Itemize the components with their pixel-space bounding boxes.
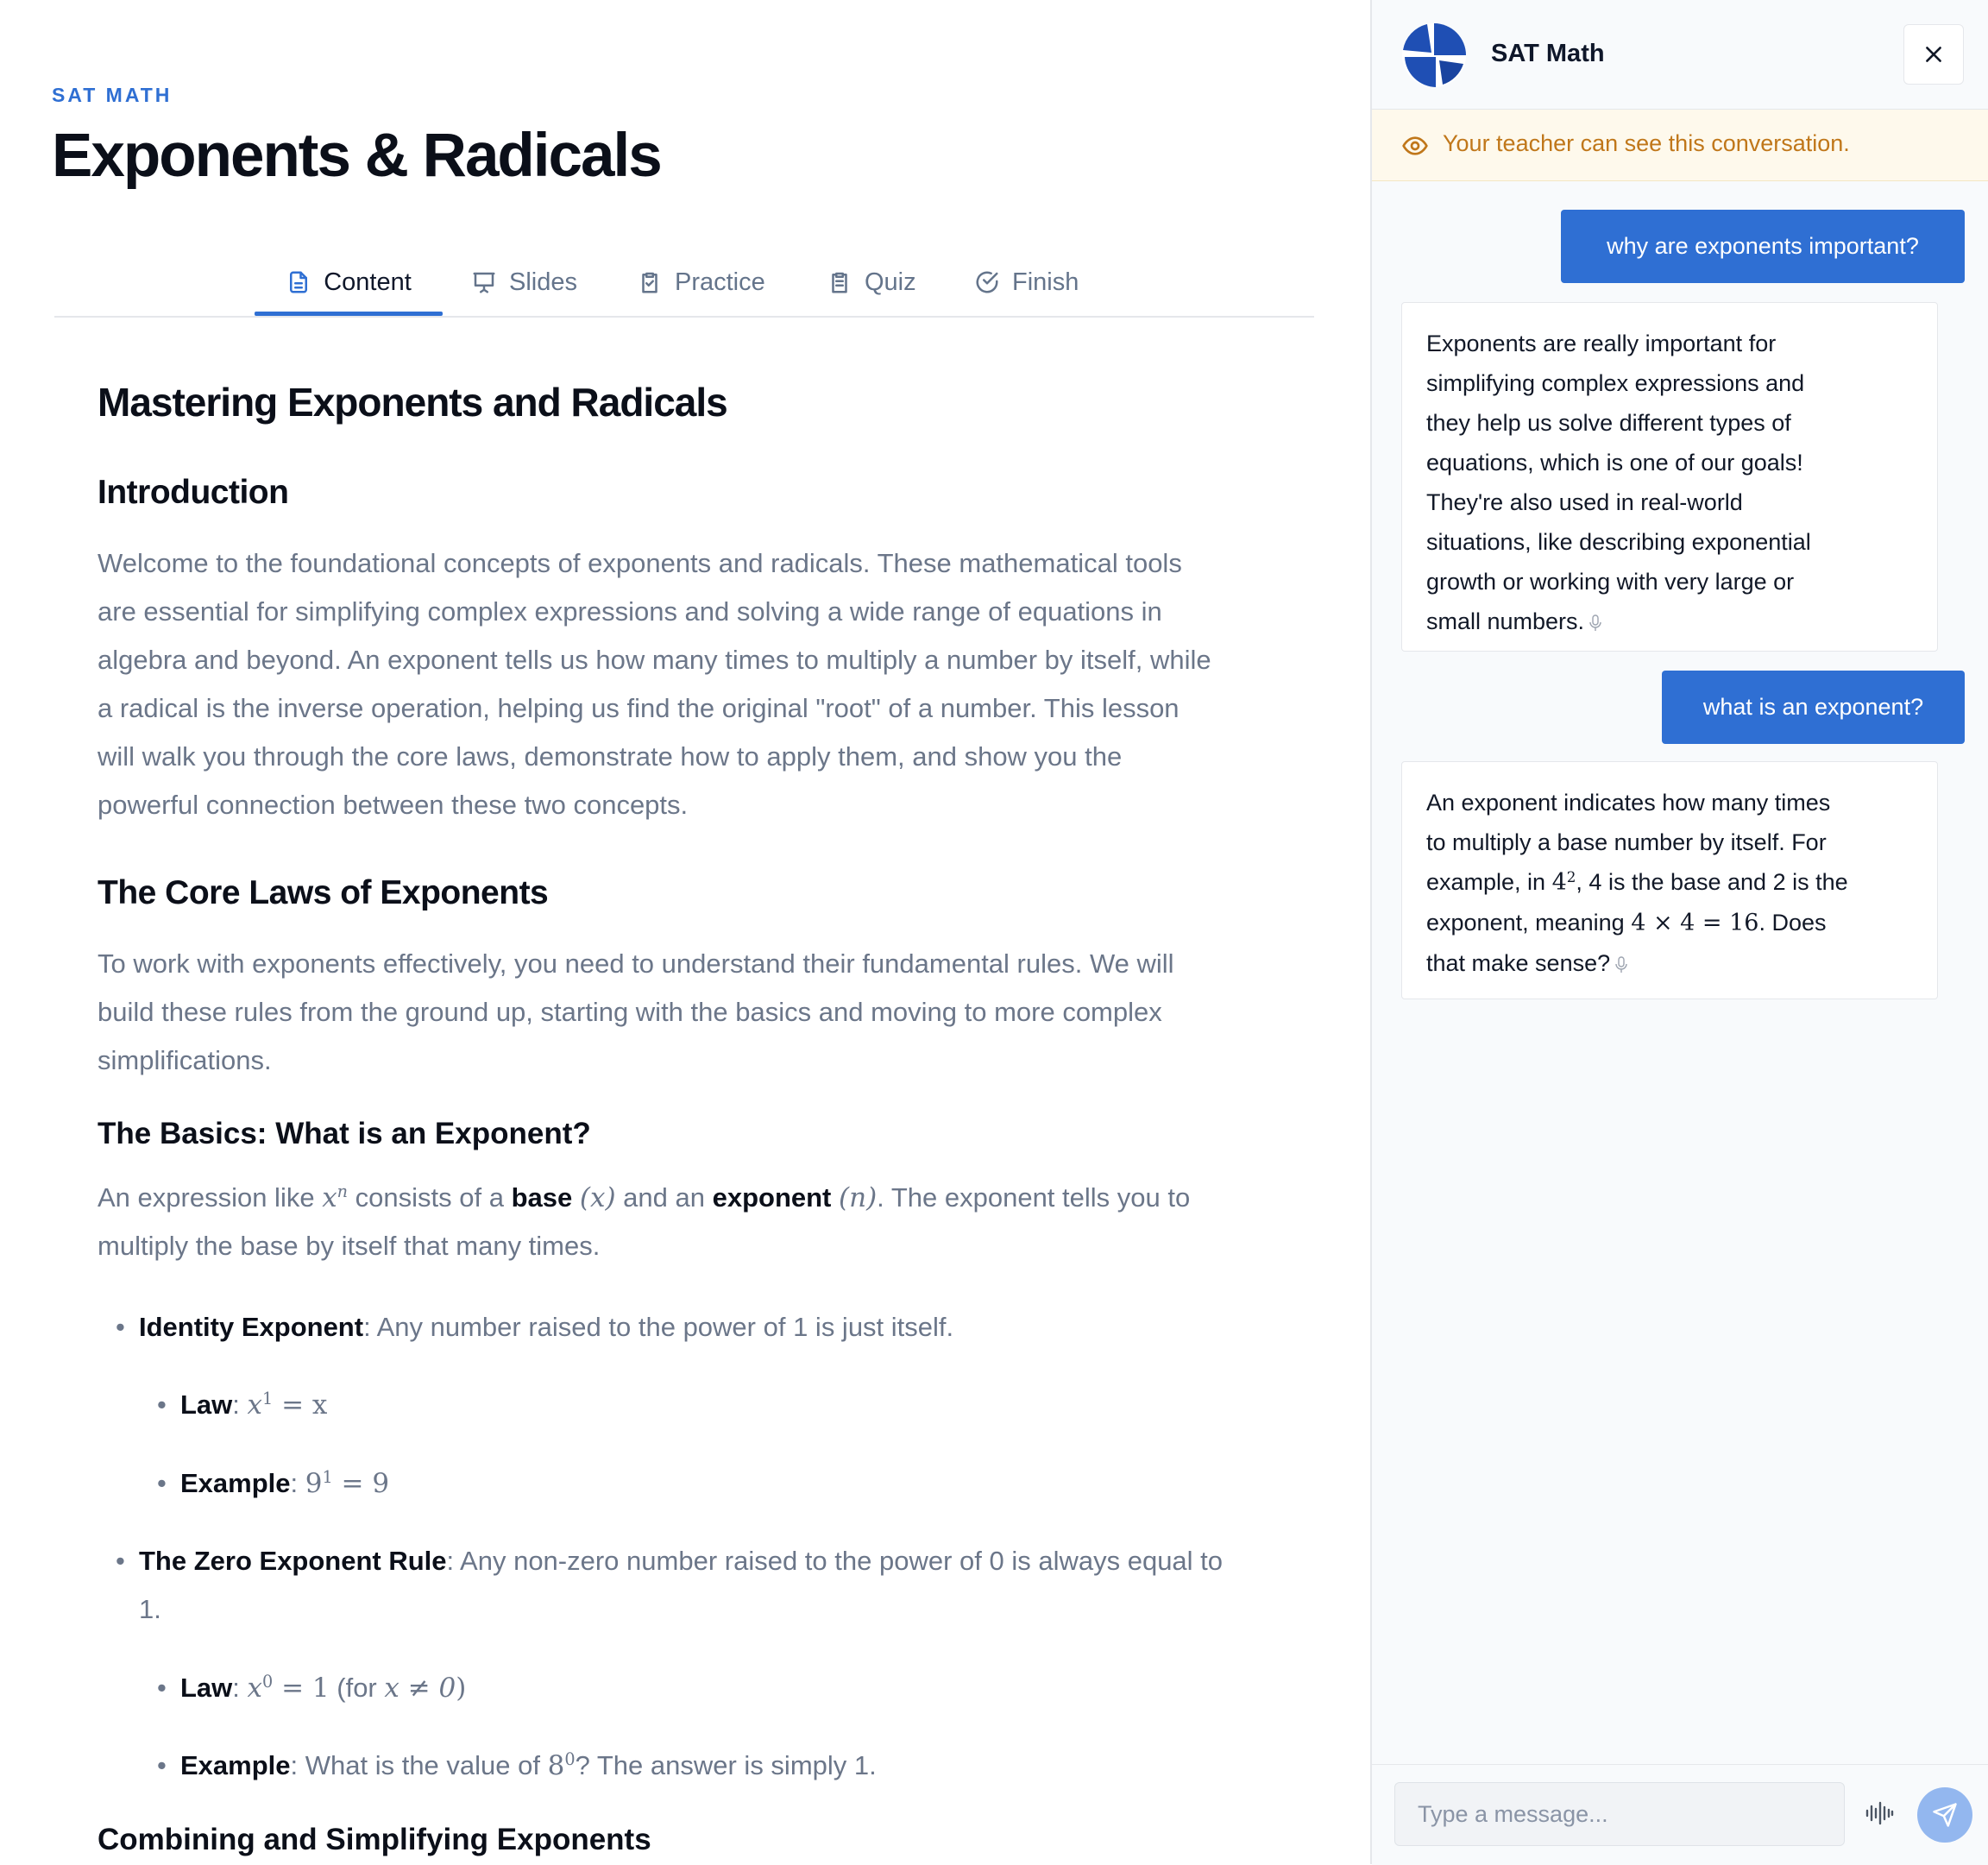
teacher-visibility-notice	[1372, 110, 1988, 181]
message-text: why are exponents important?	[1607, 233, 1919, 259]
rule-desc-end: 1.	[139, 1594, 161, 1624]
text: example, in	[1426, 869, 1552, 895]
message-line: An exponent indicates how many times	[1426, 790, 1831, 816]
message-line	[1426, 862, 1913, 903]
text: , 4 is the base and 2 is the	[1576, 869, 1848, 895]
math-n: (n)	[839, 1182, 878, 1213]
list-item-identity-example: • Example: $9^1 = 9$	[180, 1459, 389, 1508]
paragraph-line: will walk you through the core laws, demonstrate how to apply them, and show you the	[98, 741, 1123, 772]
section-heading-core-laws: The Core Laws of Exponents	[98, 874, 549, 911]
bullet: •	[157, 1750, 167, 1780]
paragraph-line: Welcome to the foundational concepts of exponents and radicals. These mathematical tools	[98, 548, 1182, 578]
text: consists of a	[348, 1182, 512, 1213]
bullet: •	[157, 1468, 167, 1498]
laws-paragraph	[98, 940, 1174, 1085]
bullet: •	[116, 1546, 125, 1576]
message-line: growth or working with very large or	[1426, 569, 1795, 595]
close-chat-button[interactable]	[1903, 24, 1964, 85]
math-law	[248, 1389, 328, 1421]
eye-icon	[1401, 132, 1429, 160]
tutor-logo-icon	[1401, 22, 1467, 88]
basics-line-2: multiply the base by itself that many times.	[98, 1231, 601, 1261]
math-condition: x ≠ 0	[384, 1673, 456, 1704]
math-expression: 4 × 4 = 16	[1631, 910, 1759, 936]
rule-desc: : Any non-zero number raised to the power of 0 is always equal to	[446, 1546, 1224, 1576]
text: ? The answer is simply 1.	[575, 1750, 877, 1780]
section-heading-introduction: Introduction	[98, 474, 289, 511]
list-item-zero-exponent	[116, 1537, 1295, 1634]
bullet: •	[157, 1389, 167, 1420]
text: An expression like	[98, 1182, 323, 1213]
message-line	[1426, 903, 1913, 943]
paragraph-line: algebra and beyond. An exponent tells us how many times to multiply a number by itself, while	[98, 645, 1211, 675]
math-exp: 2	[1566, 867, 1576, 885]
clipboard-list-icon	[827, 269, 852, 295]
rule-name: The Zero Exponent Rule	[139, 1546, 447, 1576]
message-input[interactable]	[1394, 1782, 1845, 1846]
math-rhs: = 9	[332, 1468, 390, 1499]
voice-waveform-icon[interactable]	[1862, 1796, 1897, 1830]
math-example	[548, 1750, 576, 1781]
tab-slides[interactable]	[471, 250, 577, 314]
clipboard-check-icon	[637, 269, 663, 295]
math-x-to-n	[322, 1182, 348, 1213]
math-exp: n	[337, 1181, 349, 1202]
message-composer	[1372, 1764, 1988, 1865]
assistant-message	[1401, 761, 1938, 999]
tab-label: Finish	[1012, 268, 1079, 296]
subsection-heading-basics: The Basics: What is an Exponent?	[98, 1117, 591, 1150]
message-line: to multiply a base number by itself. For	[1426, 829, 1827, 855]
tab-label: Practice	[675, 268, 765, 296]
presentation-icon	[471, 269, 497, 295]
chat-header	[1372, 0, 1988, 110]
message-line: equations, which is one of our goals!	[1426, 450, 1803, 476]
chat-title: SAT Math	[1491, 40, 1605, 67]
list-item-zero-law: • Law: $x^0 = 1$ (for x ≠ 0)	[180, 1664, 466, 1712]
tab-practice[interactable]	[637, 250, 765, 314]
law-label: Law	[180, 1673, 233, 1703]
message-line: that make sense?	[1426, 950, 1611, 976]
message-line: they help us solve different types of	[1426, 410, 1791, 436]
close-icon	[1922, 43, 1945, 66]
microphone-icon[interactable]	[1614, 955, 1629, 974]
tab-finish[interactable]	[974, 250, 1079, 314]
math-exp: 0	[262, 1672, 274, 1692]
paragraph-line: To work with exponents effectively, you need to understand their fundamental rules. We will	[98, 948, 1174, 979]
send-icon	[1932, 1802, 1958, 1828]
intro-paragraph	[98, 539, 1211, 829]
math-base: 8	[547, 1750, 565, 1781]
math-exp: 1	[322, 1467, 333, 1488]
message-line: simplifying complex expressions and	[1426, 370, 1805, 396]
math-base: x	[322, 1182, 337, 1213]
example-label: Example	[180, 1750, 291, 1780]
math-example	[305, 1468, 389, 1499]
math-rhs: = x	[273, 1389, 328, 1421]
example-label: Example	[180, 1468, 291, 1498]
text: : What is the value of	[290, 1750, 548, 1780]
list-item-identity-law: • Law: $x^1 = x$	[180, 1381, 327, 1429]
math-base: 4	[1551, 869, 1567, 896]
message-line-last	[1426, 602, 1913, 641]
text: and an	[615, 1182, 713, 1213]
article-title: Mastering Exponents and Radicals	[98, 380, 727, 425]
list-item-identity	[116, 1303, 954, 1351]
text: . Does	[1758, 910, 1827, 936]
text: . The exponent tells you to	[877, 1182, 1191, 1213]
user-message	[1561, 210, 1965, 283]
math-exp: 0	[564, 1749, 576, 1770]
user-message	[1662, 671, 1965, 744]
send-button[interactable]	[1917, 1787, 1972, 1843]
bold-term-exponent: exponent	[712, 1182, 832, 1213]
text: )	[456, 1673, 467, 1704]
math-rhs: = 1	[273, 1673, 330, 1704]
math-base: x	[247, 1673, 263, 1704]
rule-desc: : Any number raised to the power of 1 is just itself.	[363, 1312, 954, 1342]
chat-panel	[1370, 0, 1988, 1864]
tab-label: Slides	[509, 268, 577, 296]
tab-quiz[interactable]	[827, 250, 916, 314]
page-title: Exponents & Radicals	[52, 122, 661, 190]
rule-name: Identity Exponent	[139, 1312, 364, 1342]
list-item-zero-example	[157, 1742, 877, 1790]
math-x: (x)	[579, 1182, 616, 1213]
math-base: x	[247, 1389, 263, 1421]
check-circle-icon	[974, 269, 1000, 295]
math-four-squared	[1552, 869, 1576, 896]
paragraph-line: are essential for simplifying complex expressions and solving a wide range of equations in	[98, 596, 1162, 627]
text: (for	[329, 1673, 385, 1703]
document-icon	[286, 269, 311, 295]
math-exp: 1	[262, 1389, 274, 1409]
message-line: They're also used in real-world	[1426, 489, 1743, 515]
bold-term-base: base	[511, 1182, 573, 1213]
paragraph-line: simplifications.	[98, 1045, 272, 1075]
text: exponent, meaning	[1426, 910, 1632, 936]
paragraph-line: build these rules from the ground up, starting with the basics and moving to more complex	[98, 997, 1162, 1027]
bullet: •	[157, 1673, 167, 1703]
tab-content[interactable]	[255, 250, 443, 314]
message-text: what is an exponent?	[1702, 694, 1924, 720]
basics-line-1	[98, 1174, 1190, 1222]
math-law	[248, 1673, 330, 1704]
subsection-heading-combining: Combining and Simplifying Exponents	[98, 1823, 651, 1856]
tab-label: Content	[324, 268, 412, 296]
paragraph-line: powerful connection between these two concepts.	[98, 790, 689, 820]
tab-label: Quiz	[865, 268, 916, 296]
microphone-icon[interactable]	[1588, 614, 1603, 633]
notice-text: Your teacher can see this conversation.	[1443, 130, 1850, 156]
course-eyebrow: SAT MATH	[52, 84, 173, 106]
message-line: small numbers.	[1426, 608, 1585, 634]
paragraph-line: a radical is the inverse operation, helping us find the original "root" of a number. This lesson	[98, 693, 1180, 723]
message-line: Exponents are really important for	[1426, 331, 1777, 356]
lesson-tabs	[54, 250, 1314, 318]
math-base: 9	[305, 1468, 323, 1499]
law-label: Law	[180, 1389, 233, 1420]
bullet: •	[116, 1312, 125, 1342]
message-line-last	[1426, 943, 1913, 983]
message-line: situations, like describing exponential	[1426, 529, 1811, 555]
basics-paragraph	[98, 1174, 1190, 1270]
assistant-message	[1401, 302, 1938, 652]
